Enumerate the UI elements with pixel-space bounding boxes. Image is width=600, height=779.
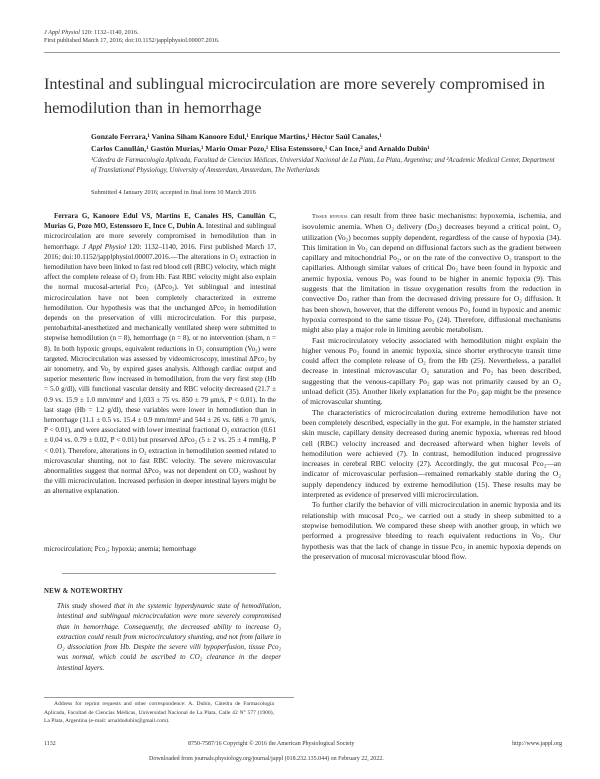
- correspondence-divider: [44, 697, 294, 698]
- correspondence-text: Address for reprint requests and other correspondence: A. Dubin, Cátedra de Farmacología Aplicada, Facultad de Ciencias Médicas, Universidad Nacional de La Plata, Calle 42 N° 577 (1900), La Plata, Argentina (e-mail: arnaldodubin@gmail.com).: [44, 701, 274, 724]
- journal-citation: [44, 29, 219, 37]
- authors-line-2: Carlos Canullán,¹ Gastón Murias,¹ Mario Omar Pozo,¹ Elisa Estenssoro,¹ Can Ince,² and Arnaldo Dubin¹: [91, 144, 430, 153]
- author-list: [91, 131, 561, 155]
- journal-volume-pages: 120: 1132–1140, 2016.: [81, 29, 139, 36]
- intro-paragraph-1-text: can result from three basic mechanisms: hypoxemia, ischemia, and isovolemic anemia. When O₂ delivery (Ḋo₂) decreases beyond a critical point, O₂ utilization (V̇o₂) becomes supply dependent, regardless of the cause of hypoxia (34). This limitation in V̇o₂ can depend on diffusional factors such as the gradient between capillary and mitochondrial Po₂, or on the rate of the convective O₂ transport to the capillaries. Although similar values of critical Ḋo₂ have been found in hypoxic and anemic hypoxia, venous Po₂ was found to be higher in anemic hypoxia (9). This suggests that the limitation in tissue oxygenation results from the reduction in convective Ḋo₂ rather than from the decreased driving pressure for O₂ diffusion. It has been shown, however, that the different venous Po₂ found in hypoxic and anemic hypoxia correspond to the same tissue Po₂ (24). Therefore, diffusional mechanisms might also play a major role in limiting aerobic metabolism.: [302, 211, 561, 335]
- submission-dates: Submitted 4 January 2016; accepted in final form 10 March 2016: [91, 189, 256, 196]
- keywords: microcirculation; Pco₂; hypoxia; anemia; hemorrhage: [44, 545, 197, 553]
- abstract-body: The alterations in O₂ extraction in hemodilution have been linked to fast red blood cell (RBC) velocity, which might affect the complete release of O₂ from Hb. Fast RBC velocity might also explain the normal mucosal-arterial Pco₂ (ΔPco₂). Yet sublingual and intestinal microcirculation have not been completely characterized in extreme hemodilution. Our hypothesis was that the unchanged ΔPco₂ in hemodilution depends on the preservation of villi microcirculation. For this purpose, pentobarbital-anesthetized and mechanically ventilated sheep were submitted to stepwise hemodilution (n = 8), hemorrhage (n = 8), or no intervention (sham, n = 8). In both hypoxic groups, equivalent reductions in O₂ consumption (V̇o₂) were targeted. Microcirculation was assessed by videomicroscopy, intestinal ΔPco₂ by air tonometry, and V̇o₂ by expired gases analysis. Although cardiac output and superior mesenteric flow increased in hemodilution, from the very first step (Hb = 5.0 g/dl), villi functional vascular density and RBC velocity decreased (21.7 ± 0.9 vs. 15.9 ± 1.0 mm/mm² and 1,033 ± 75 vs. 850 ± 79 μm/s, P < 0.01). In the last stage (Hb = 1.2 g/dl), these variables were lower in hemodiution than in hemorrhage (11.1 ± 0.5 vs. 15.4 ± 0.9 mm/mm² and 544 ± 26 vs. 686 ± 70 μm/s, P < 0.01), and were associated with lower intestinal fractional O₂ extraction (0.61 ± 0.04 vs. 0.79 ± 0.02, P < 0.01) but preserved ΔPco₂ (5 ± 2 vs. 25 ± 4 mmHg, P < 0.01). Therefore, alterations in O₂ extraction in hemodilution seemed related to microvascular shunting, not to fast RBC velocity. The severe microvascular abnormalities suggest that normal ΔPco₂ was not dependent on CO₂ washout by the villi microcirculation. Increased perfusion in deeper intestinal layers might be an alternative explanation.: [44, 252, 276, 496]
- affiliations: ¹Cátedra de Farmacología Aplicada, Facultad de Ciencias Médicas, Universidad Nacional de La Plata, La Plata, Argentina; and ²Academic Medical Center, Department of Translational Physiology, University of Amsterdam, Amsterdam, The Netherlands: [91, 157, 555, 174]
- page-number: 1132: [44, 741, 56, 747]
- journal-name: J Appl Physiol: [44, 29, 80, 36]
- header-divider: [44, 52, 560, 53]
- abstract-divider: [62, 573, 276, 574]
- new-noteworthy-heading: NEW & NOTEWORTHY: [44, 588, 124, 595]
- correspondence-address: [44, 700, 274, 726]
- journal-url-link[interactable]: http://www.jappl.org: [512, 741, 562, 747]
- abstract: [44, 211, 276, 497]
- authors-line-1: Gonzalo Ferrara,¹ Vanina Siham Kanoore Edul,¹ Enrique Martins,¹ Héctor Saúl Canales,¹: [91, 132, 382, 141]
- copyright-notice: 8750-7587/16 Copyright © 2016 the American Physiological Society: [188, 741, 355, 747]
- intro-paragraph-3: The characteristics of microcirculation during extreme hemodilution have not been completely described, especially in the gut. For example, in the hamster striated skin muscle, capillary density decreased during anemic hypoxia, whereas red blood cell (RBC) velocity increased and decreased afterward when higher levels of hemodilution were achieved (7). In contrast, hemodilution induced progressive increases in cerebral RBC velocity (27). Accordingly, the gut mucosal Pco₂—an indicator of microvascular perfusion—remained remarkably stable during the O₂ supply dependency induced by extreme hemodilution (15). These results may be interpreted as evidence of preserved villi microcirculation.: [302, 407, 561, 500]
- journal-header: [44, 29, 219, 45]
- abstract-citation-rest: 120: 1132–1140, 2016. First published March 17, 2016; doi:10.1152/japplphysiol.00007.2016.—: [44, 242, 276, 261]
- abstract-citation-journal: J Appl Physiol: [82, 242, 127, 251]
- download-notice: Downloaded from journals.physiology.org/journal/jappl (018.232.135.044) on February 22, 2022.: [149, 756, 384, 762]
- introduction: [302, 211, 561, 562]
- intro-paragraph-1: [302, 211, 561, 336]
- abstract-citation-authors: Ferrara G, Kanoore Edul VS, Martins E, Canales HS, Canullán C, Murias G, Pozo MO, Estenssoro E, Ince C, Dubin A.: [44, 212, 276, 231]
- published-line: First published March 17, 2016; doi:10.1152/japplphysiol.00007.2016.: [44, 37, 220, 44]
- article-title: Intestinal and sublingual microcirculation are more severely compromised in hemodilution than in hemorrhage: [44, 74, 545, 117]
- intro-lead-smallcaps: Tissue hypoxia: [312, 213, 348, 220]
- intro-paragraph-2: Fast microcirculatory velocity associated with hemodilution might explain the higher venous Po₂ found in anemic hypoxia, since shorter erythrocyte transit time could affect the complete release of O₂ from the Hb (25). Nevertheless, a parallel decrease in intestinal microvascular O₂ saturation and Po₂ has been described, suggesting that the venous-capillary Po₂ gap was not primarily caused by an O₂ unload deficit (35). Another likely explanation for the Po₂ gap might be the presence of microvascular shunting.: [302, 335, 561, 407]
- abstract-citation-title: Intestinal and sublingual microcirculation are more severely compromised in hemodilution than in hemorrhage.: [44, 222, 276, 251]
- new-noteworthy-body: This study showed that in the systemic hyperdynamic state of hemodilution, intestinal and sublingual microcirculation were more severely compromised than in hemorrhage. Consequently, the decreased ability to increase O₂ extraction could result from microcirculatory shunting, and not from failure in O₂ dissociation from Hb. Despite the severe villi hypoperfusion, tissue Pco₂ was normal, which could be ascribed to CO₂ clearance in the deeper intestinal layers.: [57, 602, 281, 672]
- intro-paragraph-4: To further clarify the behavior of villi microcirculation in anemic hypoxia and its relationship with mucosal Pco₂, we carried out a study in sheep submitted to a stepwise hemodilution. We compared these sheep with another group, in which we performed a progressive bleeding to reach equivalent reductions in V̇o₂. Our hypothesis was that the lack of change in tissue Pco₂ in anemic hypoxia depends on the preservation of mucosal microvascular blood flow.: [302, 500, 561, 561]
